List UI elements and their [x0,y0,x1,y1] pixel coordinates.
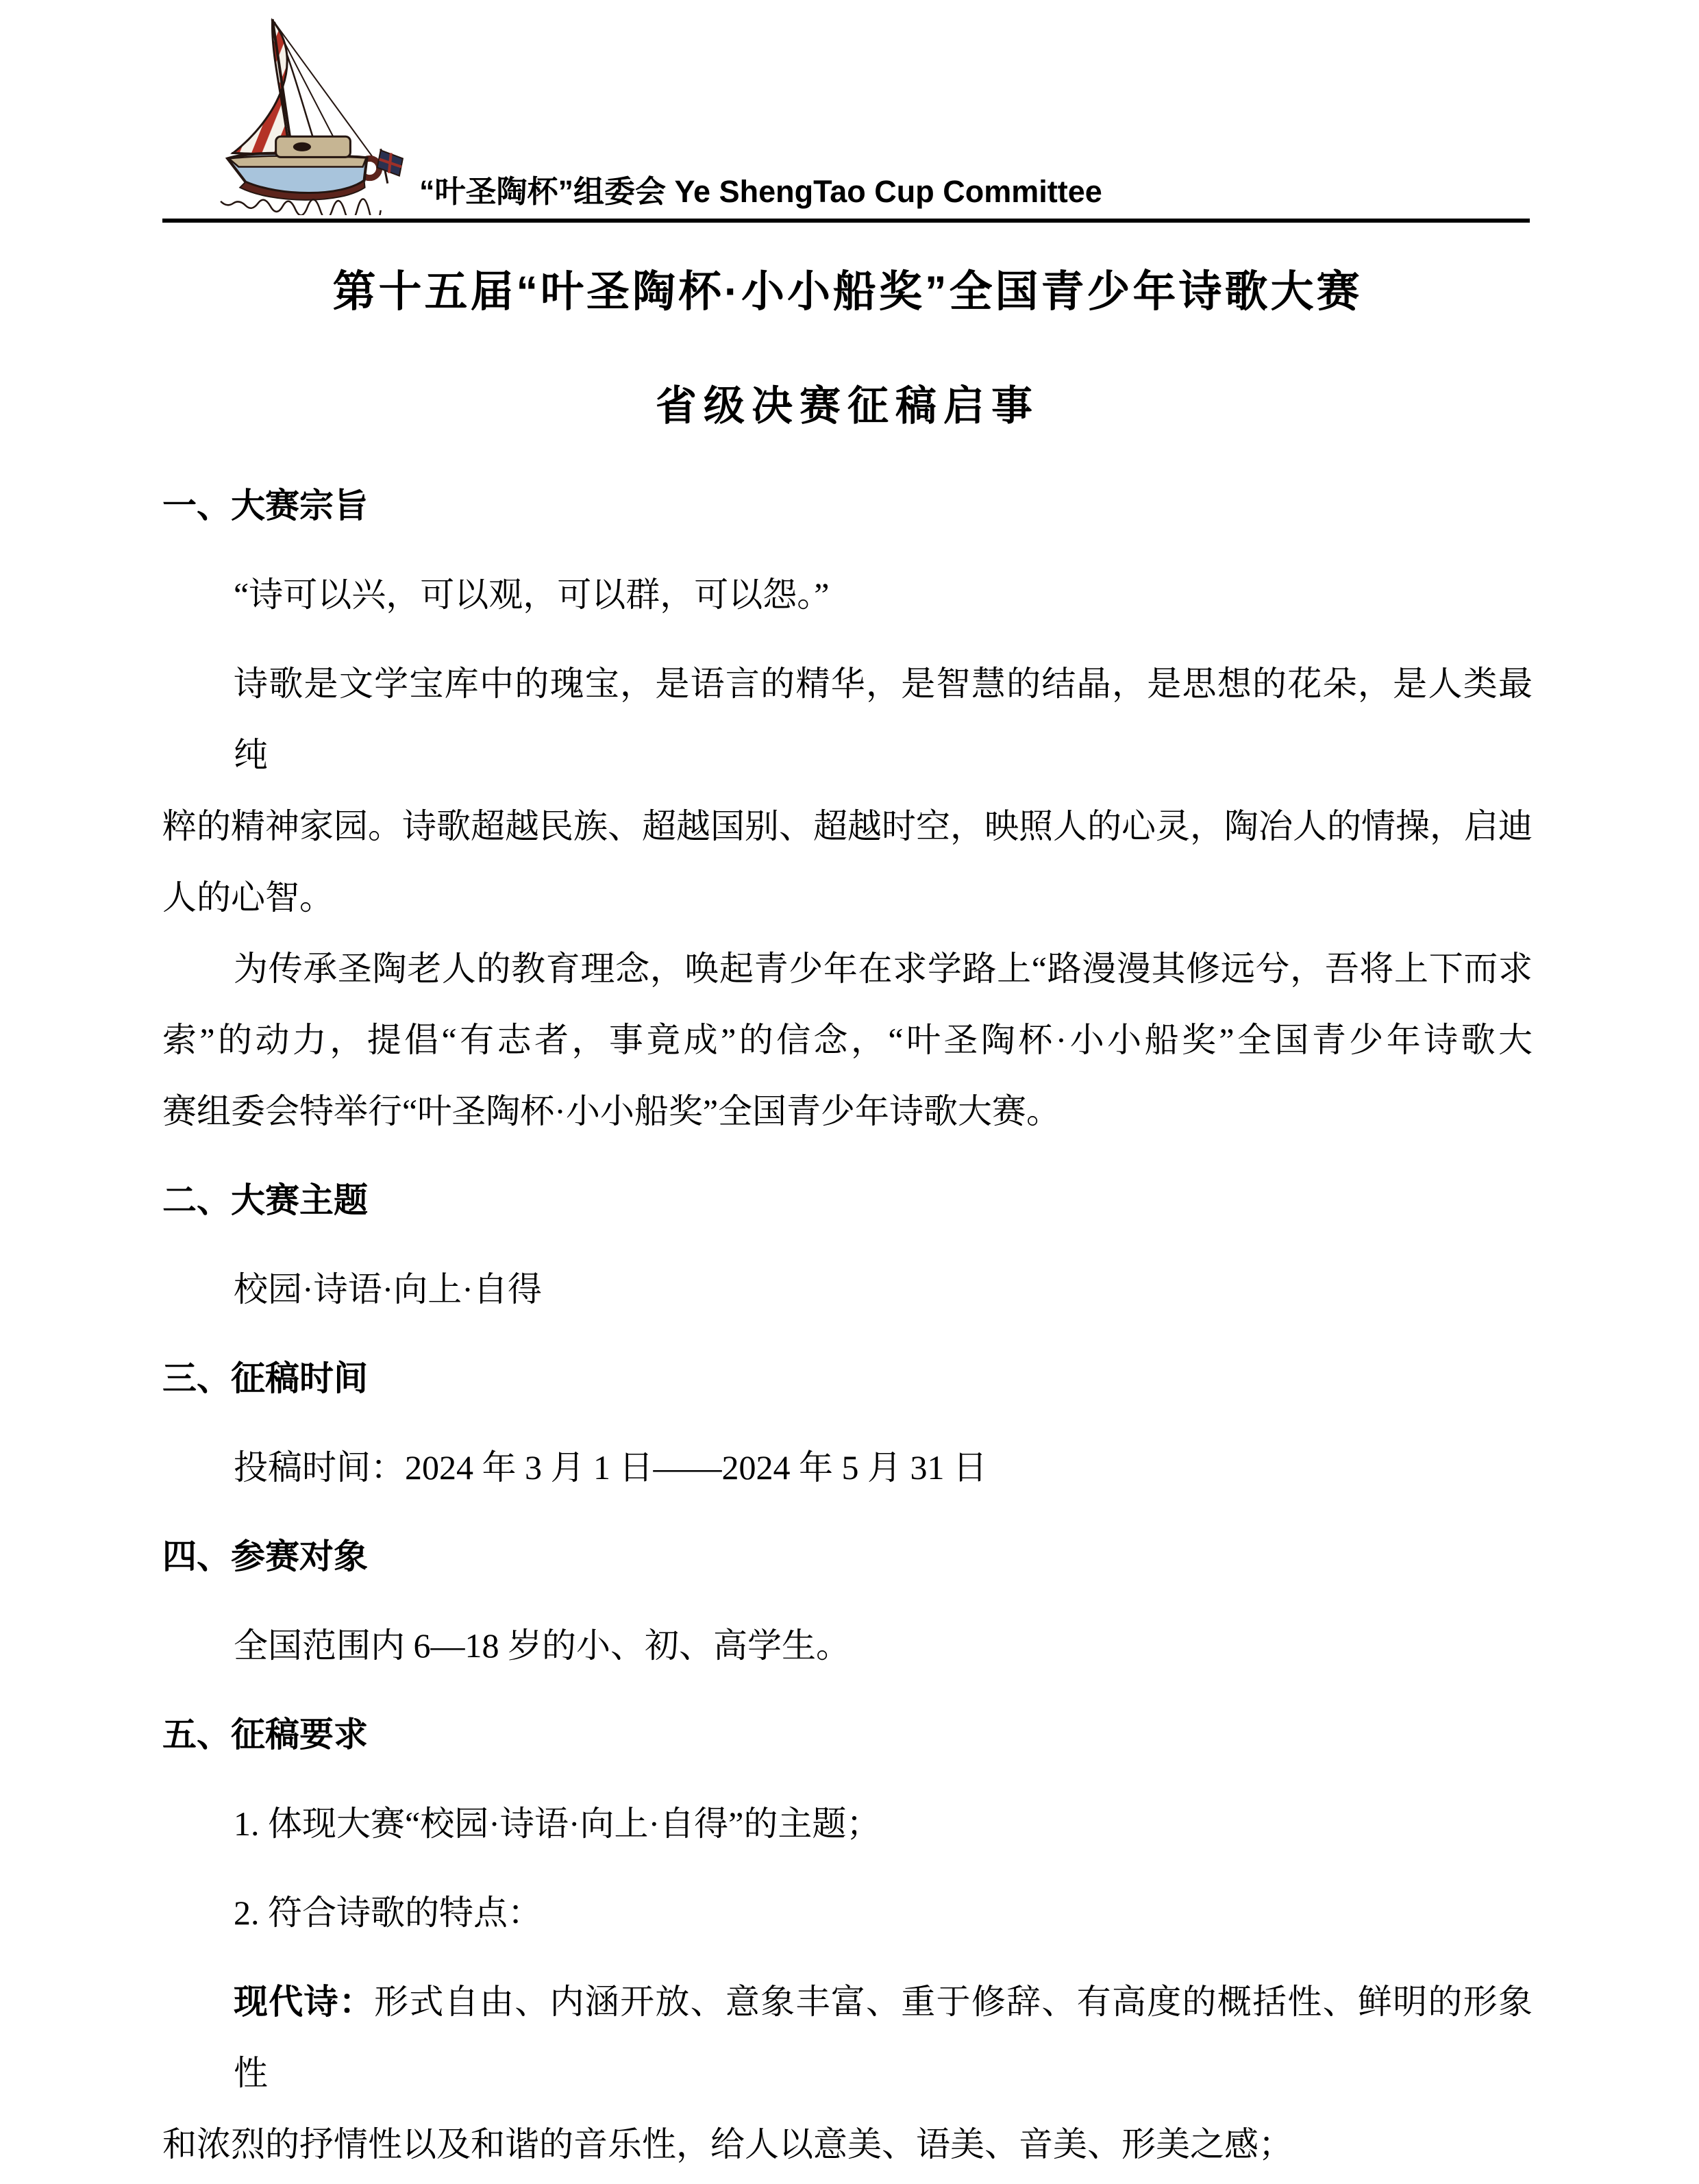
modern-poetry-paragraph [162,1966,1533,2180]
participants-text: 全国范围内 6—18 岁的小、初、高学生。 [234,1626,850,1665]
requirement-item-1: 1. 体现大赛“校园·诗语·向上·自得”的主题； [234,1804,881,1843]
section-heading-schedule: 三、征稿时间 [162,1359,368,1398]
section-heading-requirements: 五、征稿要求 [162,1715,368,1754]
section-heading-theme: 二、大赛主题 [162,1181,368,1219]
purpose-paragraph-2 [162,933,1533,1147]
schedule-text: 投稿时间：2024 年 3 月 1 日——2024 年 5 月 31 日 [234,1448,987,1487]
section-heading-purpose: 一、大赛宗旨 [162,486,368,525]
requirement-item-2: 2. 符合诗歌的特点： [234,1894,542,1932]
modern-poetry-lead: 现代诗： [234,1983,375,2021]
paragraph-line: 赛组委会特举行“叶圣陶杯·小小船奖”全国青少年诗歌大赛。 [162,1092,1061,1130]
paragraph-line: 和浓烈的抒情性以及和谐的音乐性，给人以意美、语美、音美、形美之感； [162,2125,1293,2163]
purpose-quote: “诗可以兴，可以观，可以群，可以怨。” [234,575,830,614]
sailboat-logo-icon [218,15,404,215]
paragraph-line: 索”的动力，提倡“有志者，事竟成”的信念，“叶圣陶杯·小小船奖”全国青少年诗歌大 [162,1021,1533,1059]
header-divider [162,219,1530,223]
theme-text: 校园·诗语·向上·自得 [234,1270,542,1308]
paragraph-line: 诗歌是文学宝库中的瑰宝，是语言的精华，是智慧的结晶，是思想的花朵，是人类最纯 [234,665,1533,774]
paragraph-line: 粹的精神家园。诗歌超越民族、超越国别、超越时空，映照人的心灵，陶冶人的情操，启迪 [162,807,1533,845]
committee-name: “叶圣陶杯”组委会 Ye ShengTao Cup Committee [419,174,1102,209]
document-body [162,223,1533,2180]
paragraph-line: 为传承圣陶老人的教育理念，唤起青少年在求学路上“路漫漫其修远兮，吾将上下而求 [234,950,1533,988]
document-title: 第十五届“叶圣陶杯·小小船奖”全国青少年诗歌大赛 [332,268,1363,316]
paragraph-line [162,1966,1533,2109]
document-subtitle: 省级决赛征稿启事 [656,383,1039,429]
section-heading-participants: 四、参赛对象 [162,1537,368,1576]
purpose-paragraph-1 [162,648,1533,933]
modern-poetry-text: 形式自由、内涵开放、意象丰富、重于修辞、有高度的概括性、鲜明的形象性 [234,1983,1533,2092]
paragraph-line: 人的心智。 [162,878,334,917]
